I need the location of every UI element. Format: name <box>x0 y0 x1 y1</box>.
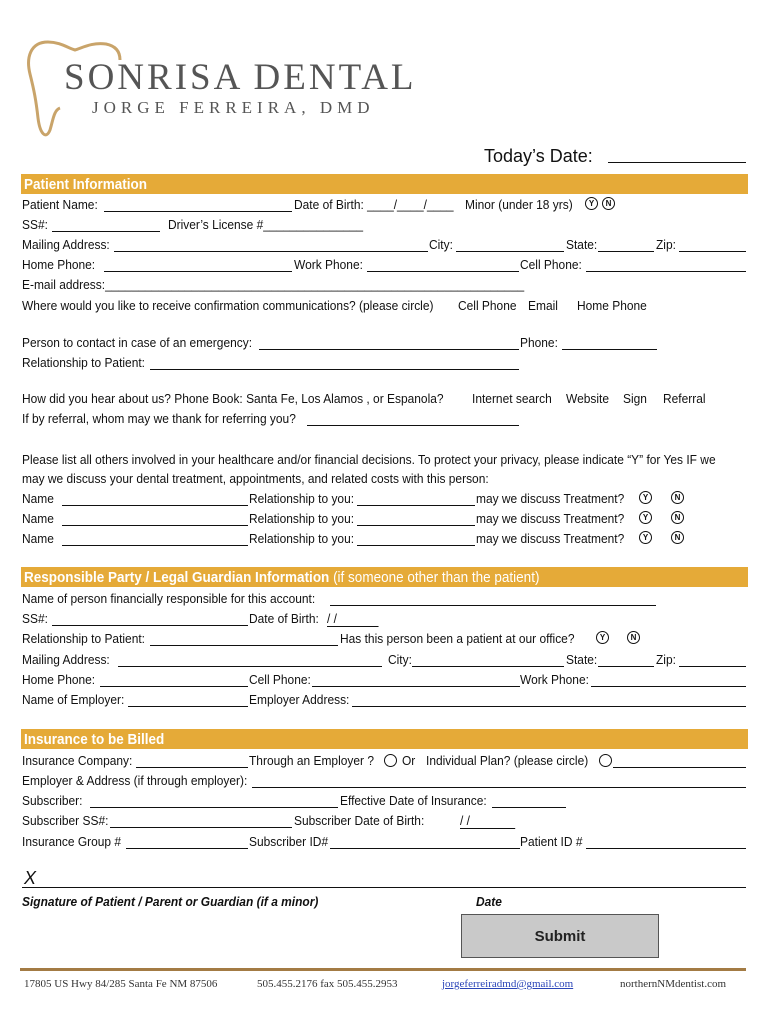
city-label: City: <box>429 237 453 252</box>
section-responsible-party <box>21 567 748 587</box>
responsible-state-label: State: <box>566 652 598 667</box>
responsible-dob-field[interactable]: / / <box>327 611 379 627</box>
others-yes-option[interactable]: Y <box>639 511 652 524</box>
others-relationship-label: Relationship to you: <box>249 511 355 526</box>
minor-yes-option[interactable]: Y <box>585 197 598 210</box>
brand-name: SONRISA DENTAL <box>64 57 417 98</box>
home-phone-label: Home Phone: <box>22 257 96 272</box>
others-instructions-2: may we discuss your dental treatment, appointments, and related costs with this person: <box>22 471 489 486</box>
hear-option-website[interactable]: Website <box>566 391 609 406</box>
subscriber-field[interactable] <box>90 807 338 808</box>
responsible-ssn-field[interactable] <box>52 625 248 626</box>
mailing-address-field[interactable] <box>114 251 428 252</box>
zip-field[interactable] <box>679 251 746 252</box>
hear-option-sign[interactable]: Sign <box>623 391 647 406</box>
been-patient-yes-option[interactable]: Y <box>596 631 609 644</box>
dob-label[interactable]: Date of Birth: ____/____/____ <box>294 197 454 212</box>
responsible-zip-field[interactable] <box>679 666 746 667</box>
or-label: Or <box>402 753 416 768</box>
responsible-work-phone-field[interactable] <box>591 686 746 687</box>
mailing-address-label: Mailing Address: <box>22 237 110 252</box>
confirm-option-home[interactable]: Home Phone <box>577 298 647 313</box>
others-relationship-label: Relationship to you: <box>249 491 355 506</box>
logo <box>20 38 417 143</box>
others-name-label: Name <box>22 491 54 506</box>
responsible-cell-phone-field[interactable] <box>312 686 520 687</box>
subscriber-dob-label: Subscriber Date of Birth: <box>294 813 425 828</box>
employer-name-label: Name of Employer: <box>22 692 125 707</box>
others-discuss-label: may we discuss Treatment? <box>476 491 625 506</box>
ssn-label: SS#: <box>22 217 48 232</box>
responsible-name-field[interactable] <box>330 605 656 606</box>
referral-label: If by referral, whom may we thank for referring you? <box>22 411 296 426</box>
submit-button[interactable]: Submit <box>461 914 659 958</box>
subscriber-id-label: Subscriber ID# <box>249 834 329 849</box>
subscriber-id-field[interactable] <box>330 848 520 849</box>
confirm-option-email[interactable]: Email <box>528 298 558 313</box>
responsible-relationship-label: Relationship to Patient: <box>22 631 146 646</box>
patient-name-field[interactable] <box>104 211 292 212</box>
insurance-employer-address-label: Employer & Address (if through employer): <box>22 773 248 788</box>
relationship-field[interactable] <box>150 369 519 370</box>
individual-plan-label: Individual Plan? (please circle) <box>426 753 589 768</box>
others-discuss-label: may we discuss Treatment? <box>476 531 625 546</box>
signature-x-mark: X <box>24 868 37 888</box>
others-discuss-label: may we discuss Treatment? <box>476 511 625 526</box>
others-instructions: Please list all others involved in your healthcare and/or financial decisions. To protect your privacy, please indicate “Y” for Yes IF we <box>22 452 716 467</box>
others-relationship-field[interactable] <box>357 505 475 506</box>
brand-doctor: JORGE FERREIRA, DMD <box>92 98 375 117</box>
responsible-relationship-field[interactable] <box>150 645 338 646</box>
through-employer-label: Through an Employer ? <box>249 753 374 768</box>
responsible-work-phone-label: Work Phone: <box>520 672 589 687</box>
todays-date-field[interactable] <box>608 162 746 163</box>
others-yes-option[interactable]: Y <box>639 491 652 504</box>
others-name-field[interactable] <box>62 525 248 526</box>
employer-name-field[interactable] <box>128 706 248 707</box>
responsible-cell-phone-label: Cell Phone: <box>249 672 311 687</box>
work-phone-label: Work Phone: <box>294 257 363 272</box>
employer-address-label: Employer Address: <box>249 692 350 707</box>
cell-phone-label: Cell Phone: <box>520 257 582 272</box>
signature-label: Signature of Patient / Parent or Guardian (if a minor) <box>22 894 319 909</box>
section-title-main: Responsible Party / Legal Guardian Information <box>24 569 330 586</box>
ssn-field[interactable] <box>52 231 160 232</box>
others-relationship-field[interactable] <box>357 545 475 546</box>
effective-date-field[interactable] <box>492 807 566 808</box>
responsible-mailing-label: Mailing Address: <box>22 652 110 667</box>
responsible-name-label: Name of person financially responsible for this account: <box>22 591 316 606</box>
responsible-ssn-label: SS#: <box>22 611 48 626</box>
insurance-company-field[interactable] <box>136 767 248 768</box>
confirm-question: Where would you like to receive confirmation communications? (please circle) <box>22 298 434 313</box>
emergency-phone-label: Phone: <box>520 335 558 350</box>
subscriber-ssn-field[interactable] <box>110 827 292 828</box>
effective-date-label: Effective Date of Insurance: <box>340 793 487 808</box>
referral-field[interactable] <box>307 425 519 426</box>
zip-label: Zip: <box>656 237 676 252</box>
state-label: State: <box>566 237 598 252</box>
section-title: Patient Information <box>24 176 148 193</box>
section-title <box>24 569 539 586</box>
others-name-label: Name <box>22 511 54 526</box>
responsible-mailing-field[interactable] <box>118 666 382 667</box>
responsible-state-field[interactable] <box>598 666 654 667</box>
minor-no-option[interactable]: N <box>602 197 615 210</box>
insurance-employer-address-field[interactable] <box>252 787 746 788</box>
minor-label: Minor (under 18 yrs) <box>465 197 573 212</box>
city-field[interactable] <box>456 251 564 252</box>
hear-option-internet[interactable]: Internet search <box>472 391 552 406</box>
employer-address-field[interactable] <box>352 706 746 707</box>
responsible-city-label: City: <box>388 652 412 667</box>
signature-date-label: Date <box>476 894 502 909</box>
been-patient-label: Has this person been a patient at our office? <box>340 631 575 646</box>
insurance-group-field[interactable] <box>126 848 248 849</box>
others-name-field[interactable] <box>62 505 248 506</box>
section-title: Insurance to be Billed <box>24 731 165 748</box>
patient-id-label: Patient ID # <box>520 834 583 849</box>
cell-phone-field[interactable] <box>586 271 746 272</box>
confirm-option-cell[interactable]: Cell Phone <box>458 298 517 313</box>
insurance-plan-field[interactable] <box>613 767 746 768</box>
patient-name-label: Patient Name: <box>22 197 98 212</box>
todays-date-label: Today’s Date: <box>484 146 593 166</box>
drivers-license-label[interactable]: Driver’s License #_______________ <box>168 217 364 232</box>
work-phone-field[interactable] <box>367 271 519 272</box>
email-label[interactable]: E-mail address:_______________________________________________________________ <box>22 277 525 292</box>
section-insurance <box>21 729 748 749</box>
responsible-home-phone-field[interactable] <box>100 686 248 687</box>
insurance-company-label: Insurance Company: <box>22 753 133 768</box>
individual-plan-option[interactable] <box>599 754 612 767</box>
others-no-option[interactable]: N <box>671 531 684 544</box>
others-name-field[interactable] <box>62 545 248 546</box>
section-patient-info <box>21 174 748 194</box>
hear-about-question: How did you hear about us? Phone Book: Santa Fe, Los Alamos , or Espanola? <box>22 391 444 406</box>
others-yes-option[interactable]: Y <box>639 531 652 544</box>
patient-id-field[interactable] <box>586 848 746 849</box>
insurance-group-label: Insurance Group # <box>22 834 122 849</box>
home-phone-field[interactable] <box>104 271 292 272</box>
responsible-home-phone-label: Home Phone: <box>22 672 96 687</box>
others-no-option[interactable]: N <box>671 491 684 504</box>
subscriber-label: Subscriber: <box>22 793 83 808</box>
footer-email-link[interactable]: jorgeferreiradmd@gmail.com <box>442 978 574 990</box>
been-patient-no-option[interactable]: N <box>627 631 640 644</box>
state-field[interactable] <box>598 251 654 252</box>
others-no-option[interactable]: N <box>671 511 684 524</box>
relationship-label: Relationship to Patient: <box>22 355 146 370</box>
signature-field[interactable] <box>22 887 746 888</box>
responsible-city-field[interactable] <box>412 666 564 667</box>
footer-address: 17805 US Hwy 84/285 Santa Fe NM 87506 <box>24 978 218 990</box>
subscriber-ssn-label: Subscriber SS#: <box>22 813 109 828</box>
emergency-contact-label: Person to contact in case of an emergency: <box>22 335 253 350</box>
hear-option-referral[interactable]: Referral <box>663 391 706 406</box>
others-relationship-field[interactable] <box>357 525 475 526</box>
section-title-sub: (if someone other than the patient) <box>333 569 540 586</box>
footer-website-link[interactable]: northernNMdentist.com <box>620 978 727 990</box>
footer-divider <box>20 968 746 971</box>
through-employer-option[interactable] <box>384 754 397 767</box>
emergency-phone-field[interactable] <box>562 349 657 350</box>
footer-phones: 505.455.2176 fax 505.455.2953 <box>257 978 398 990</box>
responsible-zip-label: Zip: <box>656 652 676 667</box>
responsible-dob-label: Date of Birth: <box>249 611 319 626</box>
emergency-contact-field[interactable] <box>259 349 519 350</box>
others-relationship-label: Relationship to you: <box>249 531 355 546</box>
subscriber-dob-field[interactable]: / / <box>460 813 515 829</box>
others-name-label: Name <box>22 531 54 546</box>
